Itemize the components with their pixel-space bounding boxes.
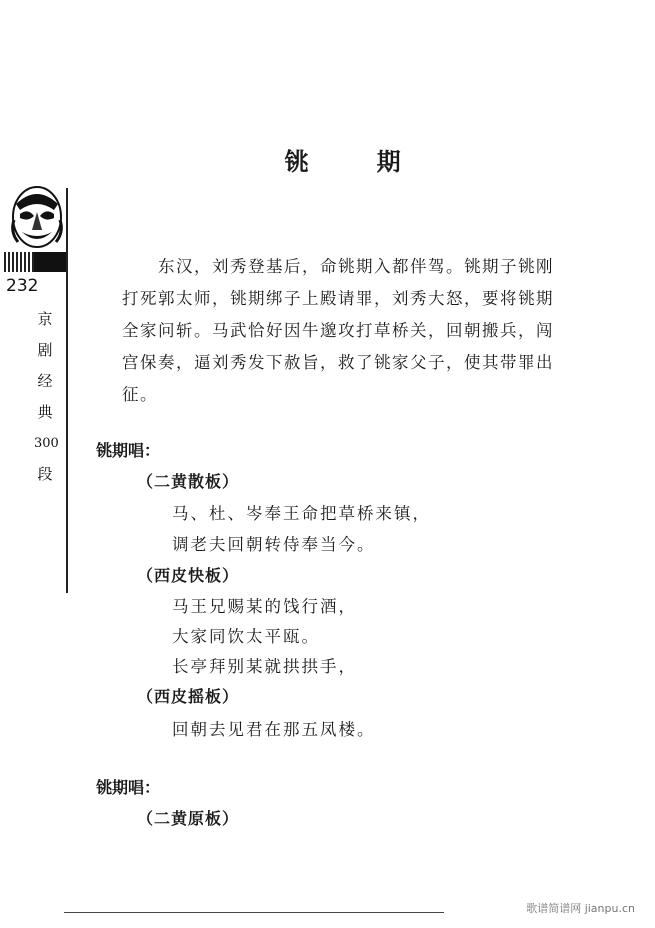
synopsis (122, 251, 562, 411)
book-title-char: 剧 (37, 341, 53, 359)
opera-mask-icon (8, 184, 66, 250)
lyric-line: 马王兄赐某的饯行酒， (172, 597, 357, 616)
decorative-stripe-bar (4, 252, 68, 272)
tune-label: （二黄散板） (137, 472, 240, 491)
book-title-char: 京 (37, 310, 53, 328)
lyric-line: 调老夫回朝转侍奉当今。 (172, 535, 376, 554)
book-title-char: 段 (37, 465, 53, 483)
book-title-char: 典 (37, 403, 53, 421)
tune-label: （西皮摇板） (137, 687, 240, 706)
sidebar-divider (66, 188, 68, 593)
page-title: 铫 期 (284, 147, 431, 176)
section-heading: 铫期唱： (96, 778, 161, 797)
book-title-char: 300 (34, 436, 59, 451)
lyric-line: 马、杜、岑奉王命把草桥来镇， (172, 504, 431, 523)
bottom-rule (64, 912, 444, 913)
book-title-char: 经 (37, 372, 53, 390)
tune-label: （西皮快板） (137, 566, 240, 585)
lyric-line: 回朝去见君在那五凤楼。 (172, 720, 376, 739)
synopsis-text: 东汉，刘秀登基后，命铫期入都伴驾。铫期子铫刚打死郭太师，铫期绑子上殿请罪，刘秀大怒，要将铫期全家问斩。马武恰好因牛邈攻打草桥关，回朝搬兵，闯宫保奏，逼刘秀发下赦旨，救了铫家父子，使其带罪出征。 (122, 257, 554, 404)
section-heading: 铫期唱： (96, 441, 161, 460)
tune-label: （二黄原板） (137, 809, 240, 828)
lyric-line: 长亭拜别某就拱拱手， (172, 657, 357, 676)
watermark: 歌谱简谱网 jianpu.cn (526, 902, 635, 915)
book-title-vertical (34, 304, 59, 490)
lyric-line: 大家同饮太平瓯。 (172, 627, 320, 646)
page-number: 232 (6, 276, 39, 296)
